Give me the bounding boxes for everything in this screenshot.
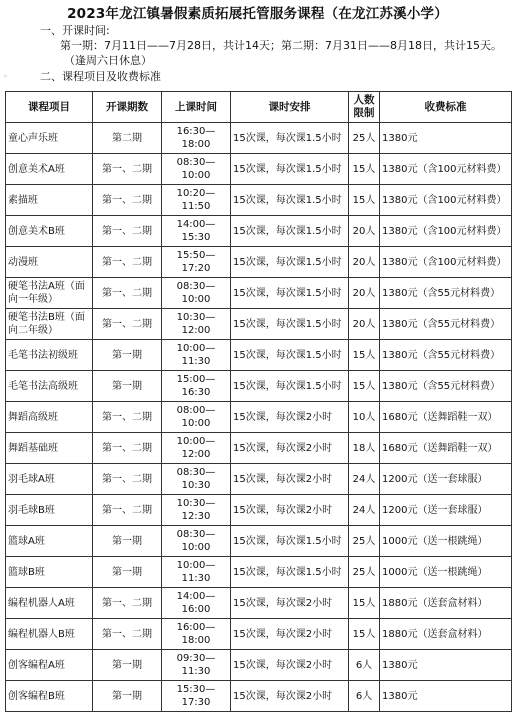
schedule-cell: 15次课，每次课2小时	[231, 495, 349, 526]
time-cell: 08:00— 10:00	[162, 402, 231, 433]
table-row	[6, 185, 512, 216]
course-name-cell: 创意美术A班	[6, 154, 93, 185]
table-row	[6, 588, 512, 619]
schedule-cell: 15次课，每次课1.5小时	[231, 557, 349, 588]
weekend-rest-note: （逢周六日休息）	[64, 54, 152, 67]
limit-cell: 15人	[349, 619, 380, 650]
limit-cell: 25人	[349, 557, 380, 588]
schedule-cell: 15次课，每次课2小时	[231, 619, 349, 650]
period-cell: 第一期	[93, 340, 162, 371]
time-cell: 10:30— 12:00	[162, 309, 231, 340]
time-cell: 15:50— 17:20	[162, 247, 231, 278]
time-cell: 08:30— 10:00	[162, 154, 231, 185]
time-cell: 10:00— 11:30	[162, 557, 231, 588]
table-row	[6, 278, 512, 309]
limit-cell: 15人	[349, 154, 380, 185]
schedule-cell: 15次课，每次课1.5小时	[231, 154, 349, 185]
fee-cell: 1380元	[380, 650, 512, 681]
course-name-cell: 创客编程A班	[6, 650, 93, 681]
course-name-cell: 羽毛球A班	[6, 464, 93, 495]
schedule-cell: 15次课，每次课2小时	[231, 402, 349, 433]
header-course: 课程项目	[6, 92, 93, 123]
fee-cell: 1380元（含55元材料费）	[380, 309, 512, 340]
table-row	[6, 371, 512, 402]
schedule-cell: 15次课，每次课2小时	[231, 433, 349, 464]
schedule-cell: 15次课，每次课1.5小时	[231, 247, 349, 278]
limit-cell: 18人	[349, 433, 380, 464]
schedule-cell: 15次课，每次课1.5小时	[231, 123, 349, 154]
period-cell: 第一、二期	[93, 216, 162, 247]
course-name-cell: 毛笔书法初级班	[6, 340, 93, 371]
fee-cell: 1200元（送一套球服）	[380, 464, 512, 495]
fee-cell: 1880元（送套盒材料）	[380, 588, 512, 619]
course-name-cell: 创客编程B班	[6, 681, 93, 712]
time-cell: 15:00— 16:30	[162, 371, 231, 402]
limit-cell: 6人	[349, 681, 380, 712]
course-name-cell: 硬笔书法A班（面向一年级）	[6, 278, 93, 309]
header-limit: 人数限制	[349, 92, 380, 123]
limit-cell: 15人	[349, 588, 380, 619]
schedule-cell: 15次课，每次课1.5小时	[231, 309, 349, 340]
section-1-heading: 一、开课时间:	[40, 24, 110, 37]
course-name-cell: 篮球B班	[6, 557, 93, 588]
limit-cell: 20人	[349, 278, 380, 309]
fee-cell: 1380元	[380, 123, 512, 154]
table-row	[6, 619, 512, 650]
header-fee: 收费标准	[380, 92, 512, 123]
schedule-cell: 15次课，每次课1.5小时	[231, 340, 349, 371]
schedule-cell: 15次课，每次课1.5小时	[231, 216, 349, 247]
period-cell: 第一、二期	[93, 185, 162, 216]
period-cell: 第一、二期	[93, 495, 162, 526]
table-row	[6, 216, 512, 247]
schedule-cell: 15次课，每次课1.5小时	[231, 526, 349, 557]
time-cell: 16:00— 18:00	[162, 619, 231, 650]
time-cell: 08:30— 10:00	[162, 526, 231, 557]
section-2-heading: 二、课程项目及收费标准	[40, 70, 161, 83]
fee-cell: 1000元（送一根跳绳）	[380, 557, 512, 588]
table-row	[6, 123, 512, 154]
time-cell: 08:30— 10:00	[162, 278, 231, 309]
limit-cell: 15人	[349, 371, 380, 402]
time-cell: 10:00— 12:00	[162, 433, 231, 464]
header-period: 开课期数	[93, 92, 162, 123]
limit-cell: 20人	[349, 247, 380, 278]
small-mark-icon: ◦	[3, 72, 8, 81]
table-row	[6, 309, 512, 340]
course-name-cell: 编程机器人A班	[6, 588, 93, 619]
limit-cell: 24人	[349, 495, 380, 526]
period-cell: 第一、二期	[93, 402, 162, 433]
fee-cell: 1380元	[380, 681, 512, 712]
page-title: 2023年龙江镇暑假素质拓展托管服务课程（在龙江苏溪小学）	[67, 6, 448, 22]
fee-cell: 1200元（送一套球服）	[380, 495, 512, 526]
table-row	[6, 557, 512, 588]
schedule-cell: 15次课，每次课2小时	[231, 681, 349, 712]
fee-cell: 1380元（含55元材料费）	[380, 278, 512, 309]
time-cell: 14:00— 16:00	[162, 588, 231, 619]
limit-cell: 20人	[349, 309, 380, 340]
course-name-cell: 羽毛球B班	[6, 495, 93, 526]
course-name-cell: 硬笔书法B班（面向二年级）	[6, 309, 93, 340]
schedule-cell: 15次课，每次课2小时	[231, 588, 349, 619]
time-cell: 10:30— 12:30	[162, 495, 231, 526]
limit-cell: 15人	[349, 185, 380, 216]
period-cell: 第一、二期	[93, 588, 162, 619]
table-row	[6, 247, 512, 278]
schedule-cell: 15次课，每次课1.5小时	[231, 185, 349, 216]
table-row	[6, 402, 512, 433]
fee-cell: 1380元（含100元材料费）	[380, 185, 512, 216]
period-cell: 第一、二期	[93, 433, 162, 464]
limit-cell: 20人	[349, 216, 380, 247]
time-cell: 14:00— 15:30	[162, 216, 231, 247]
course-name-cell: 篮球A班	[6, 526, 93, 557]
table-row	[6, 650, 512, 681]
fee-cell: 1380元（含100元材料费）	[380, 247, 512, 278]
time-cell: 10:00— 11:30	[162, 340, 231, 371]
header-schedule: 课时安排	[231, 92, 349, 123]
table-row	[6, 340, 512, 371]
schedule-cell: 15次课，每次课1.5小时	[231, 278, 349, 309]
course-name-cell: 编程机器人B班	[6, 619, 93, 650]
period-cell: 第一、二期	[93, 278, 162, 309]
fee-cell: 1680元（送舞蹈鞋一双）	[380, 433, 512, 464]
period-cell: 第一期	[93, 557, 162, 588]
period-cell: 第一、二期	[93, 464, 162, 495]
fee-cell: 1380元（含55元材料费）	[380, 371, 512, 402]
table-row	[6, 154, 512, 185]
time-cell: 10:20— 11:50	[162, 185, 231, 216]
period-cell: 第一、二期	[93, 619, 162, 650]
fee-cell: 1880元（送套盒材料）	[380, 619, 512, 650]
table-row	[6, 433, 512, 464]
period-cell: 第一期	[93, 371, 162, 402]
period-cell: 第二期	[93, 123, 162, 154]
time-cell: 09:30— 11:30	[162, 650, 231, 681]
fee-cell: 1680元（送舞蹈鞋一双）	[380, 402, 512, 433]
course-name-cell: 童心声乐班	[6, 123, 93, 154]
schedule-cell: 15次课，每次课1.5小时	[231, 371, 349, 402]
period-cell: 第一期	[93, 650, 162, 681]
course-name-cell: 毛笔书法高级班	[6, 371, 93, 402]
schedule-periods-text: 第一期：7月11日——7月28日，共计14天；第二期：7月31日——8月18日，共计15天。	[60, 39, 502, 52]
limit-cell: 15人	[349, 340, 380, 371]
schedule-cell: 15次课，每次课2小时	[231, 650, 349, 681]
header-time: 上课时间	[162, 92, 231, 123]
limit-cell: 25人	[349, 123, 380, 154]
fee-cell: 1380元（含55元材料费）	[380, 340, 512, 371]
course-name-cell: 动漫班	[6, 247, 93, 278]
table-header-row	[6, 92, 512, 123]
time-cell: 08:30— 10:30	[162, 464, 231, 495]
schedule-cell: 15次课，每次课2小时	[231, 464, 349, 495]
table-row	[6, 681, 512, 712]
period-cell: 第一、二期	[93, 309, 162, 340]
fee-cell: 1000元（送一根跳绳）	[380, 526, 512, 557]
period-cell: 第一、二期	[93, 247, 162, 278]
time-cell: 16:30— 18:00	[162, 123, 231, 154]
limit-cell: 6人	[349, 650, 380, 681]
limit-cell: 10人	[349, 402, 380, 433]
table-row	[6, 464, 512, 495]
period-cell: 第一期	[93, 526, 162, 557]
fee-cell: 1380元（含100元材料费）	[380, 216, 512, 247]
course-name-cell: 舞蹈高级班	[6, 402, 93, 433]
course-name-cell: 创意美术B班	[6, 216, 93, 247]
course-name-cell: 舞蹈基础班	[6, 433, 93, 464]
period-cell: 第一、二期	[93, 154, 162, 185]
period-cell: 第一期	[93, 681, 162, 712]
limit-cell: 25人	[349, 526, 380, 557]
course-name-cell: 素描班	[6, 185, 93, 216]
table-row	[6, 526, 512, 557]
time-cell: 15:30— 17:30	[162, 681, 231, 712]
table-row	[6, 495, 512, 526]
fee-cell: 1380元（含100元材料费）	[380, 154, 512, 185]
limit-cell: 24人	[349, 464, 380, 495]
course-fee-table	[5, 91, 512, 712]
